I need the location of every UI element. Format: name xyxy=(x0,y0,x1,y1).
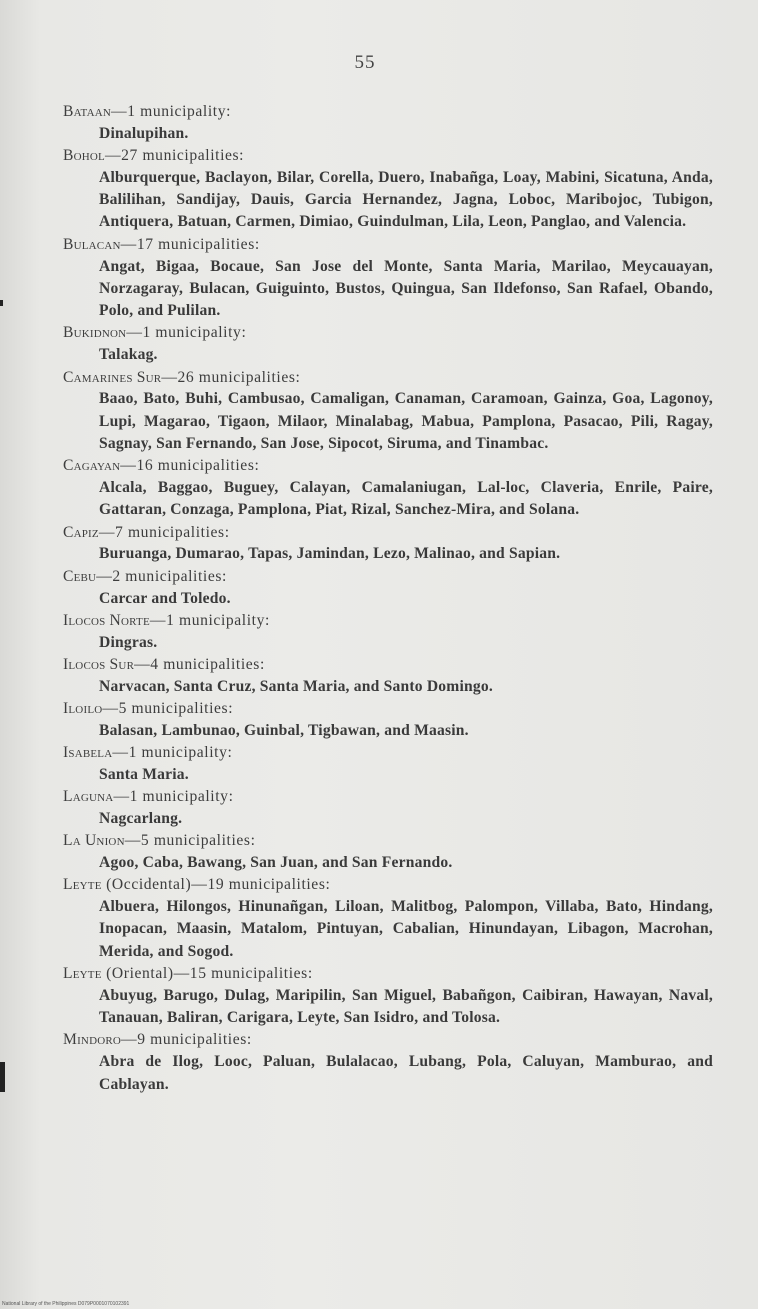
province-name: Camarines Sur xyxy=(63,368,162,386)
municipality-count: —1 municipality: xyxy=(113,788,234,806)
province-heading xyxy=(63,698,713,720)
province-heading xyxy=(63,654,713,676)
province-name: Ilocos Sur xyxy=(63,655,135,673)
province-name: Leyte xyxy=(63,965,102,983)
binding-edge-mark xyxy=(0,300,3,306)
binding-edge-mark xyxy=(0,1062,5,1092)
list-item xyxy=(63,830,713,874)
municipality-count: —9 municipalities: xyxy=(121,1031,252,1049)
municipality-count: —1 municipality: xyxy=(149,611,270,629)
municipality-names: Dinalupihan. xyxy=(99,124,189,142)
province-name: Bukidnon xyxy=(63,324,127,342)
list-item xyxy=(63,455,713,521)
scan-footer: National Library of the Philippines D079P0001070102391 xyxy=(2,1301,130,1307)
municipality-names: Santa Maria. xyxy=(99,765,189,783)
municipality-names: Balasan, Lambunao, Guinbal, Tigbawan, and Maasin. xyxy=(99,721,469,739)
list-item xyxy=(63,963,713,1029)
list-item xyxy=(63,698,713,742)
list-item xyxy=(63,786,713,830)
municipality-count: (Oriental)—15 municipalities: xyxy=(101,965,313,983)
municipality-count: —5 municipalities: xyxy=(124,832,256,850)
province-name: Iloilo xyxy=(63,700,103,718)
province-name: La Union xyxy=(63,832,125,850)
municipality-names: Angat, Bigaa, Bocaue, San Jose del Monte, Santa Maria, Marilao, Meycauayan, Norzagaray, Bulacan, Guiguinto, Bustos, Quingua, San Ildefonso, San Rafael, Obando, Polo, and Pulilan. xyxy=(99,257,713,320)
municipality-list xyxy=(63,101,713,1096)
municipality-names: Abra de Ilog, Looc, Paluan, Bulalacao, Lubang, Pola, Caluyan, Mamburao, and Cablayan. xyxy=(99,1053,713,1093)
municipality-names: Alcala, Baggao, Buguey, Calayan, Camalaniugan, Lal-loc, Claveria, Enrile, Paire, Gattaran, Conzaga, Pamplona, Piat, Rizal, Sanchez-Mira, and Solana. xyxy=(99,479,713,519)
municipality-count: —1 municipality: xyxy=(126,324,247,342)
province-heading xyxy=(63,742,713,764)
list-item xyxy=(63,874,713,963)
municipality-count: —1 municipality: xyxy=(112,744,233,762)
province-heading xyxy=(63,566,713,588)
list-item xyxy=(63,742,713,786)
province-heading xyxy=(63,874,713,896)
province-name: Laguna xyxy=(63,788,114,806)
list-item xyxy=(63,145,713,234)
municipality-names: Carcar and Toledo. xyxy=(99,589,231,607)
list-item xyxy=(63,1029,713,1095)
municipality-names: Narvacan, Santa Cruz, Santa Maria, and Santo Domingo. xyxy=(99,677,493,695)
province-name: Isabela xyxy=(63,744,113,762)
province-heading xyxy=(63,963,713,985)
province-heading xyxy=(63,101,713,123)
municipality-names: Nagcarlang. xyxy=(99,810,183,827)
municipality-names: Abuyug, Barugo, Dulag, Maripilin, San Miguel, Babañgon, Caibiran, Hawayan, Naval, Tanauan, Baliran, Carigara, Leyte, San Isidro, and Tolosa. xyxy=(99,986,713,1027)
province-heading xyxy=(63,234,713,256)
list-item xyxy=(63,234,713,323)
province-name: Cagayan xyxy=(63,457,121,475)
municipality-names: Baao, Bato, Buhi, Cambusao, Camaligan, Canaman, Caramoan, Gainza, Goa, Lagonoy, Lupi, Magarao, Tigaon, Milaor, Minalabag, Mabua, Pamplona, Pasacao, Pili, Ragay, Sagnay, San Fernando, San Jose, Sipocot, Siruma, and Tinambac. xyxy=(99,390,713,452)
province-name: Ilocos Norte xyxy=(63,611,150,629)
municipality-count: —26 municipalities: xyxy=(161,368,301,386)
municipality-count: —17 municipalities: xyxy=(120,235,260,253)
page-number: 55 xyxy=(354,52,376,73)
municipality-count: —2 municipalities: xyxy=(96,567,227,585)
province-name: Capiz xyxy=(63,523,99,541)
municipality-names: Buruanga, Dumarao, Tapas, Jamindan, Lezo, Malinao, and Sapian. xyxy=(99,545,561,563)
province-heading xyxy=(63,145,713,167)
list-item xyxy=(63,654,713,698)
province-name: Cebu xyxy=(63,567,97,585)
municipality-names: Dingras. xyxy=(99,633,158,651)
municipality-names: Talakag. xyxy=(99,346,158,364)
province-name: Bohol xyxy=(63,147,105,165)
province-heading xyxy=(63,367,713,389)
list-item xyxy=(63,367,713,456)
province-heading xyxy=(63,455,713,477)
municipality-count: —7 municipalities: xyxy=(98,523,230,541)
province-heading xyxy=(63,610,713,632)
list-item xyxy=(63,522,713,566)
municipality-count: —16 municipalities: xyxy=(120,457,260,475)
municipality-count: —5 municipalities: xyxy=(102,700,234,718)
province-heading xyxy=(63,1029,713,1051)
municipality-names: Albuera, Hilongos, Hinunañgan, Liloan, Malitbog, Palompon, Villaba, Bato, Hindang, Inopacan, Maasin, Matalom, Pintuyan, Cabalian, Hinundayan, Libagon, Macrohan, Merida, and Sogod. xyxy=(99,898,713,960)
list-item xyxy=(63,566,713,610)
province-name: Bataan xyxy=(63,103,111,120)
municipality-count: —4 municipalities: xyxy=(134,655,265,673)
province-heading xyxy=(63,786,713,808)
list-item xyxy=(63,322,713,366)
municipality-count: (Occidental)—19 municipalities: xyxy=(101,876,331,894)
province-name: Leyte xyxy=(63,876,102,894)
province-name: Mindoro xyxy=(63,1031,122,1049)
municipality-names: Agoo, Caba, Bawang, San Juan, and San Fernando. xyxy=(99,854,453,872)
municipality-count: —27 municipalities: xyxy=(104,147,245,165)
list-item xyxy=(63,610,713,654)
province-name: Bulacan xyxy=(63,235,121,253)
province-heading xyxy=(63,322,713,344)
list-item xyxy=(63,101,713,145)
municipality-count: —1 municipality: xyxy=(111,103,232,120)
province-heading xyxy=(63,830,713,852)
province-heading xyxy=(63,522,713,544)
municipality-names: Alburquerque, Baclayon, Bilar, Corella, Duero, Inabañga, Loay, Mabini, Sicatuna, Anda, Balilihan, Sandijay, Dauis, Garcia Hernandez, Jagna, Loboc, Maribojoc, Tubigon, Antiquera, Batuan, Carmen, Dimiao, Guindulman, Lila, Leon, Panglao, and Valencia. xyxy=(99,168,713,231)
